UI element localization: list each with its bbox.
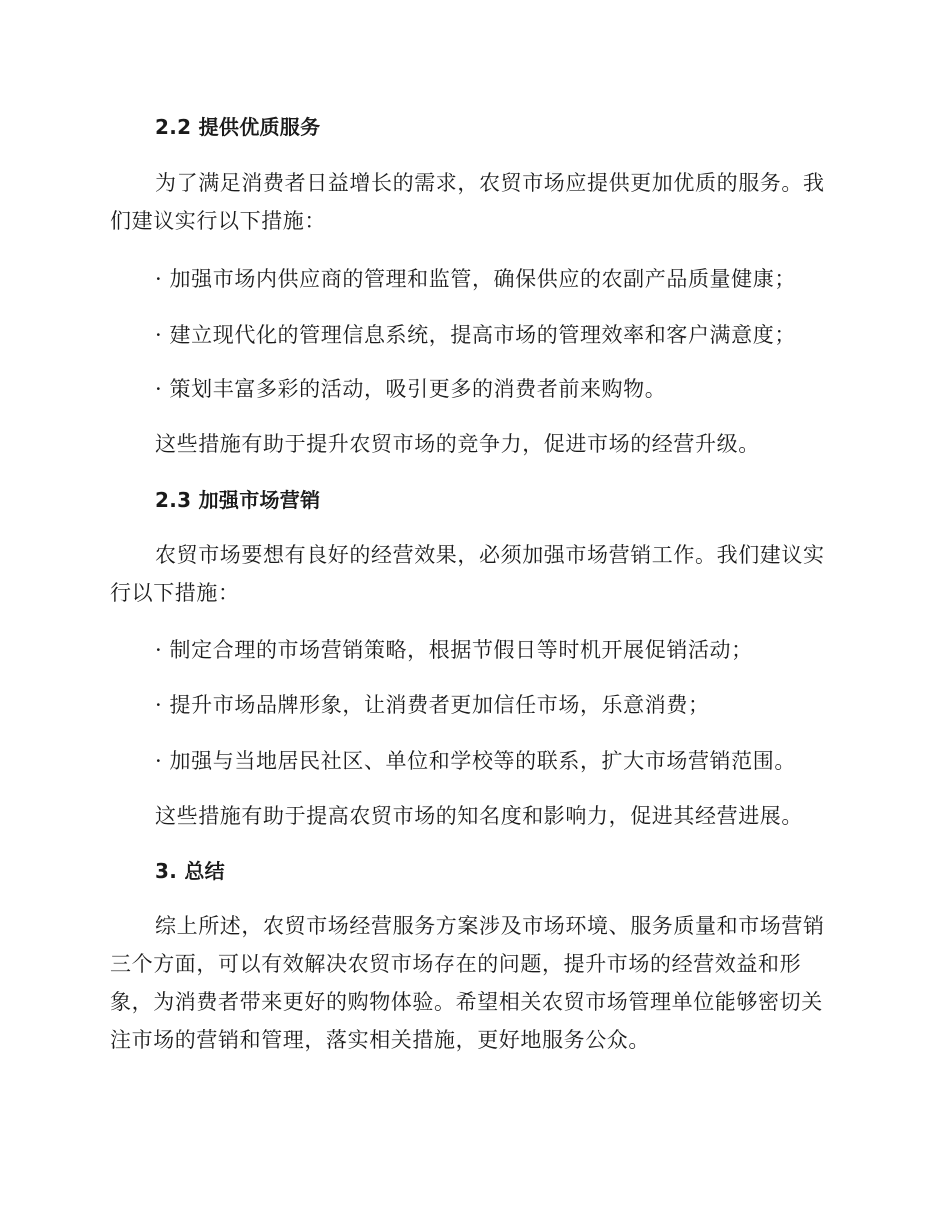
section-heading-3: 3. 总结	[155, 859, 225, 883]
body-line: 三个方面，可以有效解决农贸市场存在的问题，提升市场的经营效益和形	[110, 952, 802, 976]
intro-line: 行以下措施：	[110, 581, 240, 605]
section-3-body	[110, 907, 835, 1059]
body-line: 注市场的营销和管理，落实相关措施，更好地服务公众。	[110, 1028, 650, 1052]
section-heading-2-3: 2.3 加强市场营销	[155, 488, 321, 512]
body-line: 综上所述，农贸市场经营服务方案涉及市场环境、服务质量和市场营销	[155, 914, 825, 938]
list-item: · 建立现代化的管理信息系统，提高市场的管理效率和客户满意度；	[155, 323, 796, 347]
section-2-2-intro	[110, 164, 835, 240]
section-heading-2-2: 2.2 提供优质服务	[155, 115, 321, 139]
intro-line: 农贸市场要想有良好的经营效果，必须加强市场营销工作。我们建议实	[155, 543, 825, 567]
section-2-2-conclusion: 这些措施有助于提升农贸市场的竞争力，促进市场的经营升级。	[155, 432, 760, 456]
list-item: · 制定合理的市场营销策略，根据节假日等时机开展促销活动；	[155, 638, 753, 662]
body-line: 象，为消费者带来更好的购物体验。希望相关农贸市场管理单位能够密切关	[110, 990, 823, 1014]
list-item: · 策划丰富多彩的活动，吸引更多的消费者前来购物。	[155, 377, 667, 401]
intro-line: 们建议实行以下措施：	[110, 209, 326, 233]
list-item: · 加强市场内供应商的管理和监管，确保供应的农副产品质量健康；	[155, 267, 796, 291]
section-2-3-conclusion: 这些措施有助于提高农贸市场的知名度和影响力，促进其经营进展。	[155, 804, 803, 828]
list-item: · 加强与当地居民社区、单位和学校等的联系，扩大市场营销范围。	[155, 749, 796, 773]
list-item: · 提升市场品牌形象，让消费者更加信任市场，乐意消费；	[155, 693, 710, 717]
intro-line: 为了满足消费者日益增长的需求，农贸市场应提供更加优质的服务。我	[155, 171, 825, 195]
section-2-3-intro	[110, 536, 835, 612]
